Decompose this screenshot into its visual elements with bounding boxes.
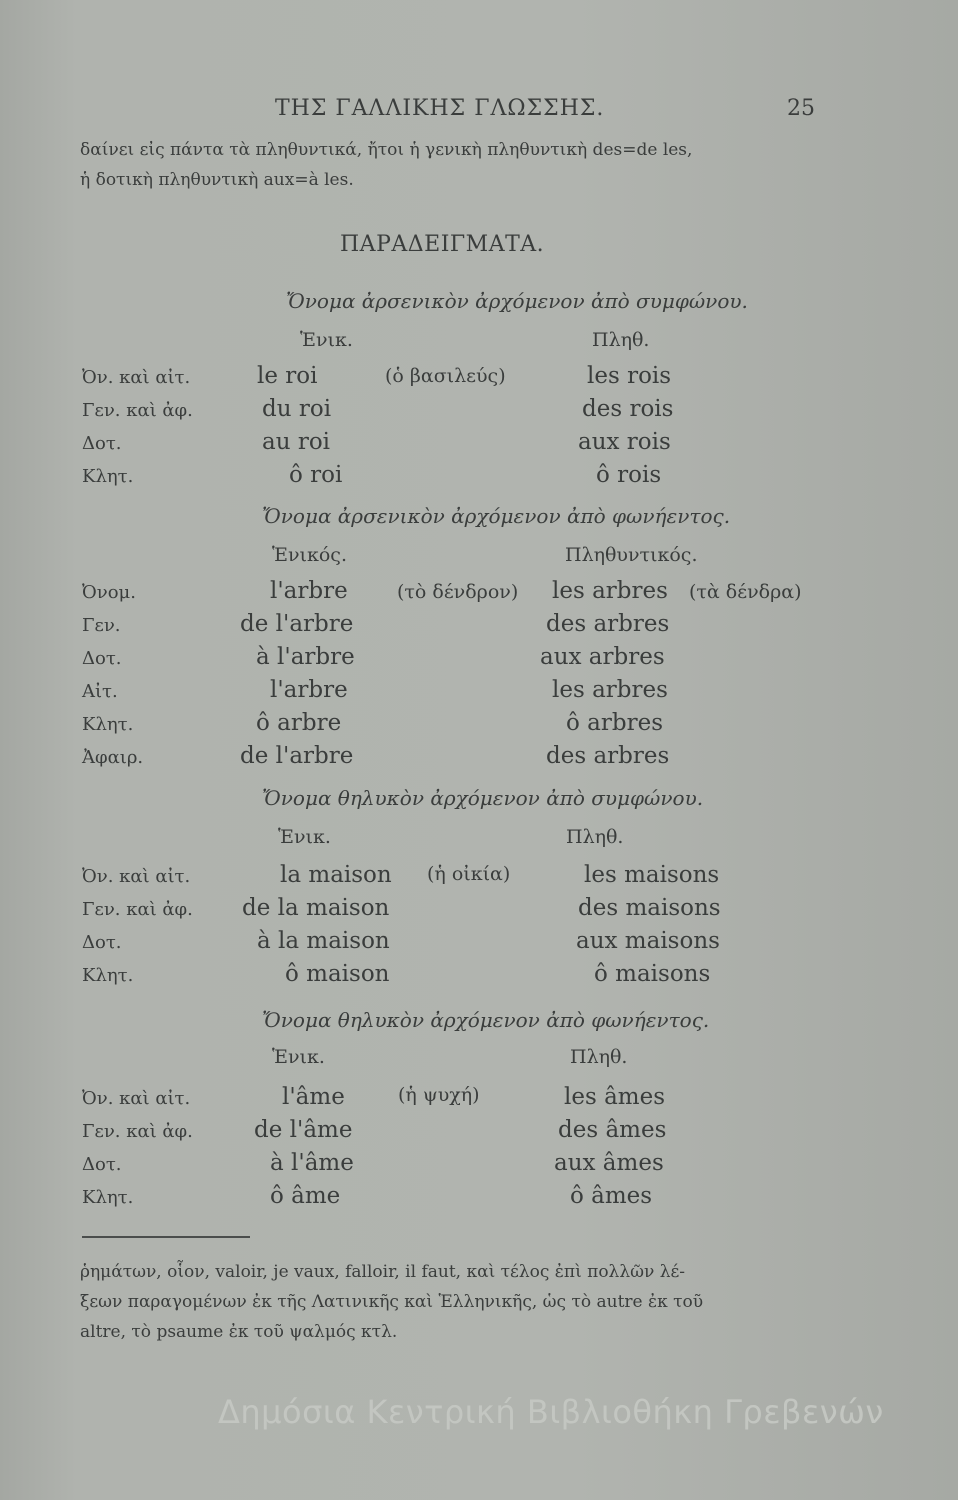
plural-form: ô arbres — [566, 710, 663, 736]
case-label: Κλητ. — [82, 466, 134, 487]
case-label: Γεν. καὶ ἀφ. — [82, 400, 193, 421]
plural-form: les rois — [587, 363, 672, 389]
singular-form: ô âme — [270, 1183, 341, 1209]
case-label: Κλητ. — [82, 714, 134, 735]
singular-header: Ἑνικ. — [272, 1046, 325, 1068]
plural-form: les maisons — [584, 862, 720, 888]
case-label: Ὀν. καὶ αἰτ. — [82, 866, 191, 887]
case-label: Ὀν. καὶ αἰτ. — [82, 1088, 191, 1109]
footnote-line-2: ξεων παραγομένων ἐκ τῆς Λατινικῆς καὶ Ἑλληνικῆς, ὡς τὸ autre ἐκ τοῦ — [80, 1292, 704, 1312]
footnote-line-3: altre, τὸ psaume ἐκ τοῦ ψαλμός κτλ. — [80, 1322, 398, 1342]
plural-form: ô âmes — [570, 1183, 653, 1209]
singular-form: de l'arbre — [240, 743, 354, 769]
singular-form: ô roi — [289, 462, 343, 488]
singular-form: l'arbre — [270, 578, 348, 604]
plural-form: aux maisons — [576, 928, 720, 954]
plural-header: Πληθ. — [566, 826, 624, 848]
singular-form: à l'arbre — [256, 644, 355, 670]
case-label: Ἀφαιρ. — [82, 747, 144, 768]
plural-form: les âmes — [564, 1084, 666, 1110]
singular-form: la maison — [280, 862, 392, 888]
case-label: Ὀν. καὶ αἰτ. — [82, 367, 191, 388]
footnote-line-1: ῥημάτων, οἷον, valoir, je vaux, falloir, il faut, καὶ τέλος ἐπὶ πολλῶν λέ- — [80, 1262, 686, 1282]
singular-form: de l'arbre — [240, 611, 354, 637]
paradigm-heading: Ὄνομα ἀρσενικὸν ἀρχόμενον ἀπὸ συμφώνου. — [286, 289, 748, 313]
case-label: Κλητ. — [82, 965, 134, 986]
singular-form: ô arbre — [256, 710, 342, 736]
singular-form: de l'âme — [254, 1117, 353, 1143]
singular-form: de la maison — [242, 895, 390, 921]
intro-line-1: δαίνει εἰς πάντα τὰ πληθυντικά, ἤτοι ἡ γενικὴ πληθυντικὴ des=de les, — [80, 140, 693, 160]
greek-gloss: (ἡ οἰκία) — [427, 863, 511, 885]
case-label: Γεν. — [82, 615, 121, 636]
case-label: Δοτ. — [82, 648, 122, 669]
running-header: ΤΗΣ ΓΑΛΛΙΚΗΣ ΓΛΩΣΣΗΣ. — [275, 96, 605, 121]
singular-form: à l'âme — [270, 1150, 354, 1176]
greek-gloss: (ἡ ψυχή) — [398, 1084, 480, 1106]
plural-header: Πληθ. — [592, 329, 650, 351]
greek-gloss-plural: (τὰ δένδρα) — [689, 581, 802, 603]
case-label: Κλητ. — [82, 1187, 134, 1208]
plural-form: aux âmes — [554, 1150, 664, 1176]
case-label: Δοτ. — [82, 433, 122, 454]
case-label: Γεν. καὶ ἀφ. — [82, 1121, 193, 1142]
singular-header: Ἑνικός. — [272, 544, 347, 566]
plural-form: des arbres — [546, 611, 670, 637]
footnote-divider — [82, 1236, 250, 1238]
paradigm-heading: Ὄνομα θηλυκὸν ἀρχόμενον ἀπὸ φωνήεντος. — [262, 1008, 710, 1032]
section-title: ΠΑΡΑΔΕΙΓΜΑΤΑ. — [340, 232, 545, 257]
singular-form: l'arbre — [270, 677, 348, 703]
case-label: Ὀνομ. — [82, 582, 136, 603]
plural-form: des arbres — [546, 743, 670, 769]
singular-form: l'âme — [282, 1084, 345, 1110]
greek-gloss: (ὁ βασιλεύς) — [385, 365, 506, 387]
plural-form: des rois — [582, 396, 674, 422]
page-number: 25 — [787, 96, 815, 121]
plural-form: aux arbres — [540, 644, 665, 670]
plural-header: Πληθ. — [570, 1046, 628, 1068]
paradigm-heading: Ὄνομα ἀρσενικὸν ἀρχόμενον ἀπὸ φωνήεντος. — [262, 504, 731, 528]
paradigm-heading: Ὄνομα θηλυκὸν ἀρχόμενον ἀπὸ συμφώνου. — [262, 786, 704, 810]
intro-line-2: ἡ δοτικὴ πληθυντικὴ aux=à les. — [80, 170, 354, 190]
singular-form: au roi — [262, 429, 331, 455]
plural-form: des âmes — [558, 1117, 667, 1143]
plural-form: aux rois — [578, 429, 671, 455]
singular-header: Ἑνικ. — [278, 826, 331, 848]
plural-form: les arbres — [552, 677, 668, 703]
plural-header: Πληθυντικός. — [565, 544, 698, 566]
singular-form: à la maison — [257, 928, 390, 954]
case-label: Δοτ. — [82, 1154, 122, 1175]
case-label: Αἰτ. — [82, 681, 118, 702]
library-watermark: Δημόσια Κεντρική Βιβλιοθήκη Γρεβενών — [218, 1393, 884, 1431]
case-label: Γεν. καὶ ἀφ. — [82, 899, 193, 920]
singular-form: du roi — [262, 396, 332, 422]
greek-gloss: (τὸ δένδρον) — [397, 581, 519, 603]
plural-form: des maisons — [578, 895, 721, 921]
plural-form: ô rois — [596, 462, 662, 488]
singular-form: le roi — [257, 363, 318, 389]
case-label: Δοτ. — [82, 932, 122, 953]
singular-form: ô maison — [285, 961, 390, 987]
plural-form: ô maisons — [594, 961, 711, 987]
singular-header: Ἑνικ. — [300, 329, 353, 351]
plural-form: les arbres — [552, 578, 668, 604]
